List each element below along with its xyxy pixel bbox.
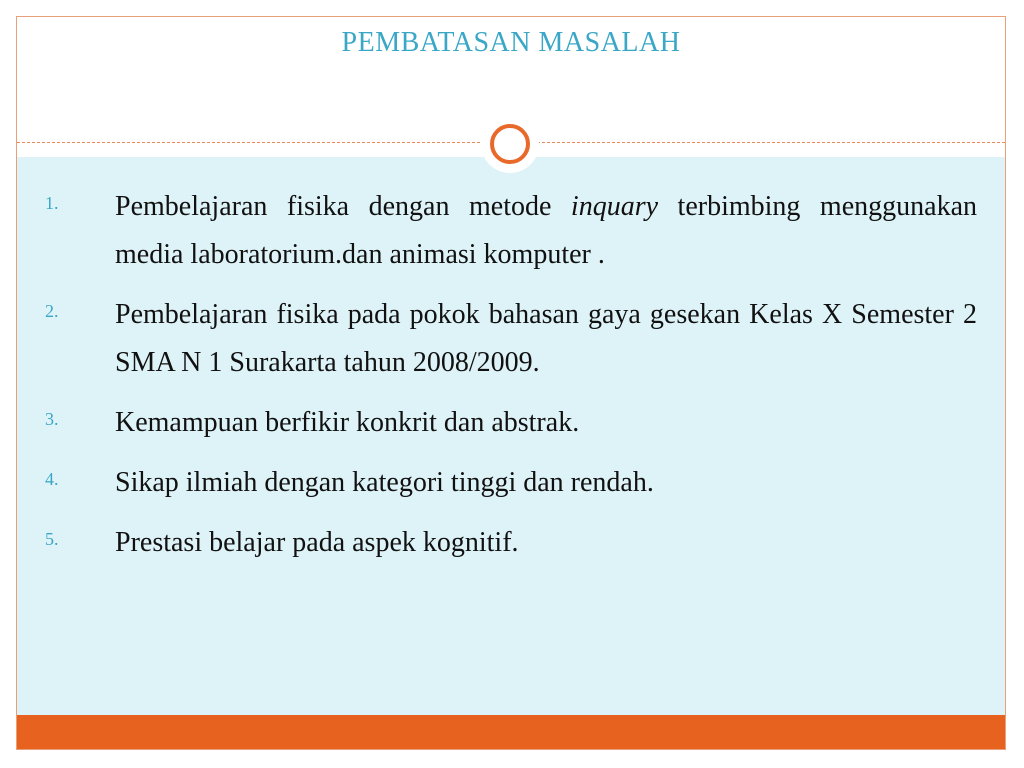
list-text: Prestasi belajar pada aspek kognitif. <box>115 527 519 558</box>
list-text <box>115 183 977 279</box>
list-text: Sikap ilmiah dengan kategori tinggi dan rendah. <box>115 467 654 498</box>
list-text-part: terbimbing menggunakan media laboratorium.dan animasi komputer . <box>115 191 977 270</box>
list-text-italic: inquary <box>570 191 659 222</box>
list-text: Pembelajaran fisika pada pokok bahasan gaya gesekan Kelas X Semester 2 SMA N 1 Surakarta tahun 2008/2009. <box>115 299 977 378</box>
list-text: Kemampuan berfikir konkrit dan abstrak. <box>115 407 580 438</box>
list-item <box>45 519 977 567</box>
list-number: 2. <box>45 301 59 321</box>
list-item <box>45 459 977 507</box>
circle-ornament-icon <box>481 115 539 173</box>
problem-list <box>45 183 977 579</box>
list-number: 3. <box>45 409 59 429</box>
list-item <box>45 291 977 387</box>
list-item <box>45 183 977 279</box>
slide-title: PEMBATASAN MASALAH <box>341 27 681 58</box>
list-text-part: Pembelajaran fisika dengan metode <box>115 191 571 222</box>
list-number: 4. <box>45 469 59 489</box>
circle-ring <box>490 124 530 164</box>
list-item <box>45 399 977 447</box>
bottom-accent-bar <box>17 715 1005 749</box>
list-number: 5. <box>45 529 59 549</box>
list-number: 1. <box>45 193 59 213</box>
slide <box>16 16 1006 750</box>
